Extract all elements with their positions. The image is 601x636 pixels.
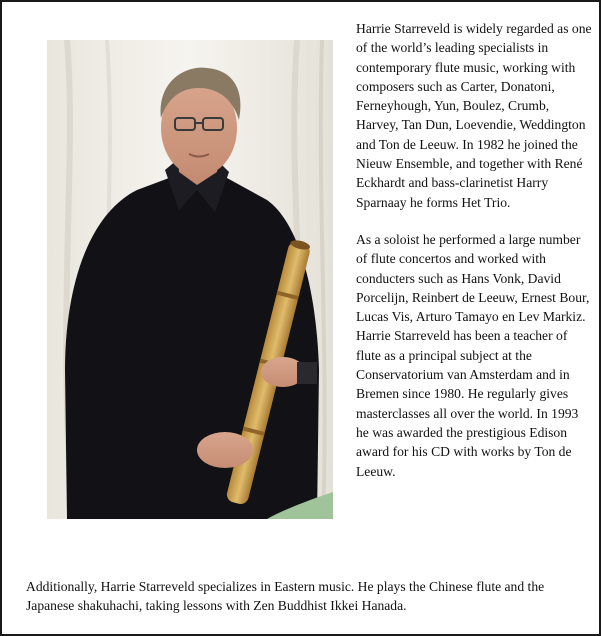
portrait-photo xyxy=(47,40,333,519)
bio-paragraph-2: As a soloist he performed a large number of flute concertos and worked with conducters such as Hans Vonk, David Porcelijn, Reinbert de Leeuw, Ernest Bour, Lucas Vis, Arturo Tamayo en Lev Markiz. Harrie Starreveld has been a teacher of flute as a principal subject at the Conservatorium van Amsterdam and in Bremen since 1980. He regularly gives masterclasses all over the world. In 1993 he was awarded the prestigious Edison award for his CD with works by Ton de Leeuw. xyxy=(356,231,590,479)
bio-paragraph-1: Harrie Starreveld is widely regarded as one of the world’s leading specialists in contemporary flute music, working with composers such as Carter, Donatoni, Ferneyhough, Yun, Boulez, Crumb, Harvey, Tan Dun, Loevendie, Weddington and Ton de Leeuw. In 1982 he joined the Nieuw Ensemble, and together with René Eckhardt and bass-clarinetist Harry Sparnaay he forms Het Trio. xyxy=(356,21,592,210)
bio-text-column xyxy=(356,19,592,481)
portrait-illustration xyxy=(47,40,333,519)
footer-paragraph: Additionally, Harrie Starreveld specializes in Eastern music. He plays the Chinese flute and the Japanese shakuhachi, taking lessons with Zen Buddhist Ikkei Hanada. xyxy=(26,579,545,613)
